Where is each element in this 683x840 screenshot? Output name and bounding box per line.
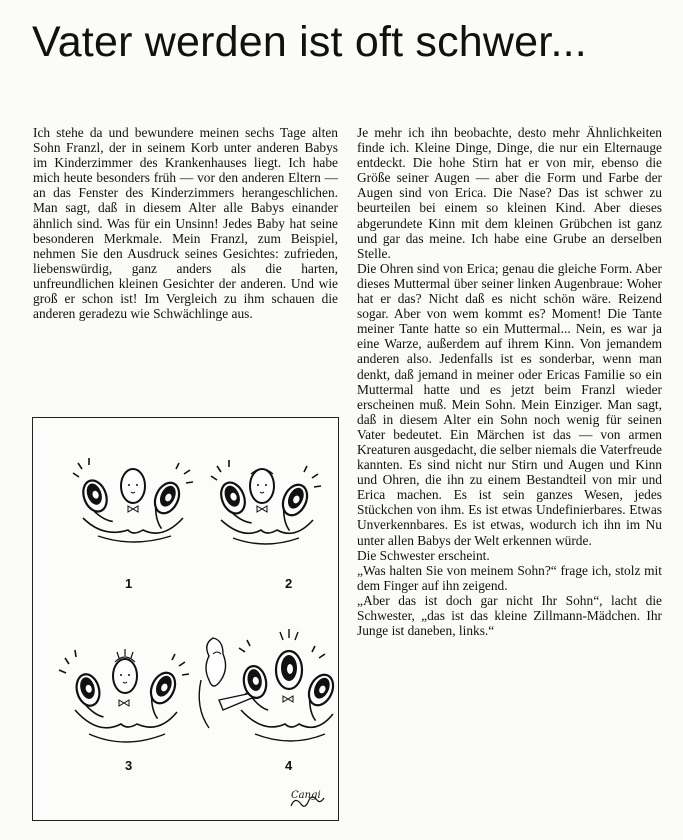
paragraph: Die Schwester erscheint. [357,547,490,563]
baby-cartoon-icon [59,649,189,742]
artist-signature: Cangi [291,790,321,801]
paragraph: „Was halten Sie von meinem Sohn?“ frage ich, stolz mit dem Finger auf ihn zeigend. [357,562,662,593]
article-title: Vater werden ist oft schwer... [32,18,587,66]
paragraph: Je mehr ich ihn beobachte, desto mehr Ähnlichkeiten finde ich. Kleine Dinge, Dinge, die nur ein Elternauge entdeckt. Die hohe Stirn hat er von mir, ebenso die Größe seiner Augen — aber die Form und Farbe der Augen sind von Erica. Die Nase? Das ist schwer zu beurteilen bei einem so kleinen Kind. Aber dieses abgerundete Kinn mit dem kleinen Grübchen ist ganz und gar das meine. Ich habe eine Grube an derselben Stelle. [357,125,662,261]
paragraph: Ich stehe da und bewundere meinen sechs Tage alten Sohn Franzl, der in seinem Korb unter anderen Babys im Kinderzimmer des Krankenhauses liegt. Ich habe mich heute besonders früh — vor den anderen Eltern — an das Fenster des Kinderzimmers herangeschlichen. Man sagt, daß in diesem Alter alle Babys einander ähnlich sind. Was für ein Unsinn! Jedes Baby hat seine besonderen Merkmale. Mein Franzl, zum Beispiel, nehmen Sie den Ausdruck seines Gesichtes: zufrieden, liebenswürdig, ganz anders als die harten, unfreundlichen kleinen Gesichter der anderen. Und wie groß er schon ist! Im Vergleich zu ihm schauen die anderen geradezu wie Schwächlinge aus. [33,125,338,322]
panel-label-2: 2 [285,576,293,591]
cartoon-figure [32,417,339,821]
baby-cartoon-icon [73,458,193,542]
panel-label-1: 1 [125,576,133,591]
panel-label-3: 3 [125,758,133,773]
baby-cartoon-icon [211,460,321,544]
cartoon-drawing [33,418,338,820]
paragraph: Die Ohren sind von Erica; genau die gleiche Form. Aber dieses Muttermal über seiner linken Augenbraue: Woher hat er das? Nicht daß es nicht schön wäre. Reizend sogar. Aber von wem kommt es? Moment! Die Tante meiner Tante hatte so ein Muttermal... Nein, es war ja eine Warze, außerdem auf ihrem Kinn. Von jemandem anderen also. Jedenfalls ist es sonderbar, wenn man denkt, daß jemand in meiner oder Ericas Familie so ein Muttermal hatte und es jetzt beim Franzl wieder erscheinen muß. Mein Sohn. Mein Einziger. Man sagt, daß in diesem Alter ein Sohn noch wenig für seinen Vater bedeutet. Ein Märchen ist das — von armen Kreaturen ausgedacht, die selber niemals die Vaterfreude kannten. Es sind nicht nur Stirn und Augen und Kinn und Ohren, die ihn zu einem Bestandteil von mir und Erica machen. Es ist sein ganzes Wesen, jedes Stückchen von ihm. Es ist etwas Undefinierbares. Etwas Unverkennbares. Es ist etwas, wodurch ich ihn im Nu unter allen Babys der Welt erkennen würde. [357,260,662,548]
article-column-right [357,125,662,638]
paragraph: „Aber das ist doch gar nicht Ihr Sohn“, lacht die Schwester, „das ist das kleine Zillmann-Mädchen. Ihr Junge ist daneben, links.“ [357,592,662,639]
baby-cartoon-icon [239,629,338,741]
panel-label-4: 4 [285,758,293,773]
nurse-face-icon [199,638,225,728]
article-column-left [33,125,338,321]
